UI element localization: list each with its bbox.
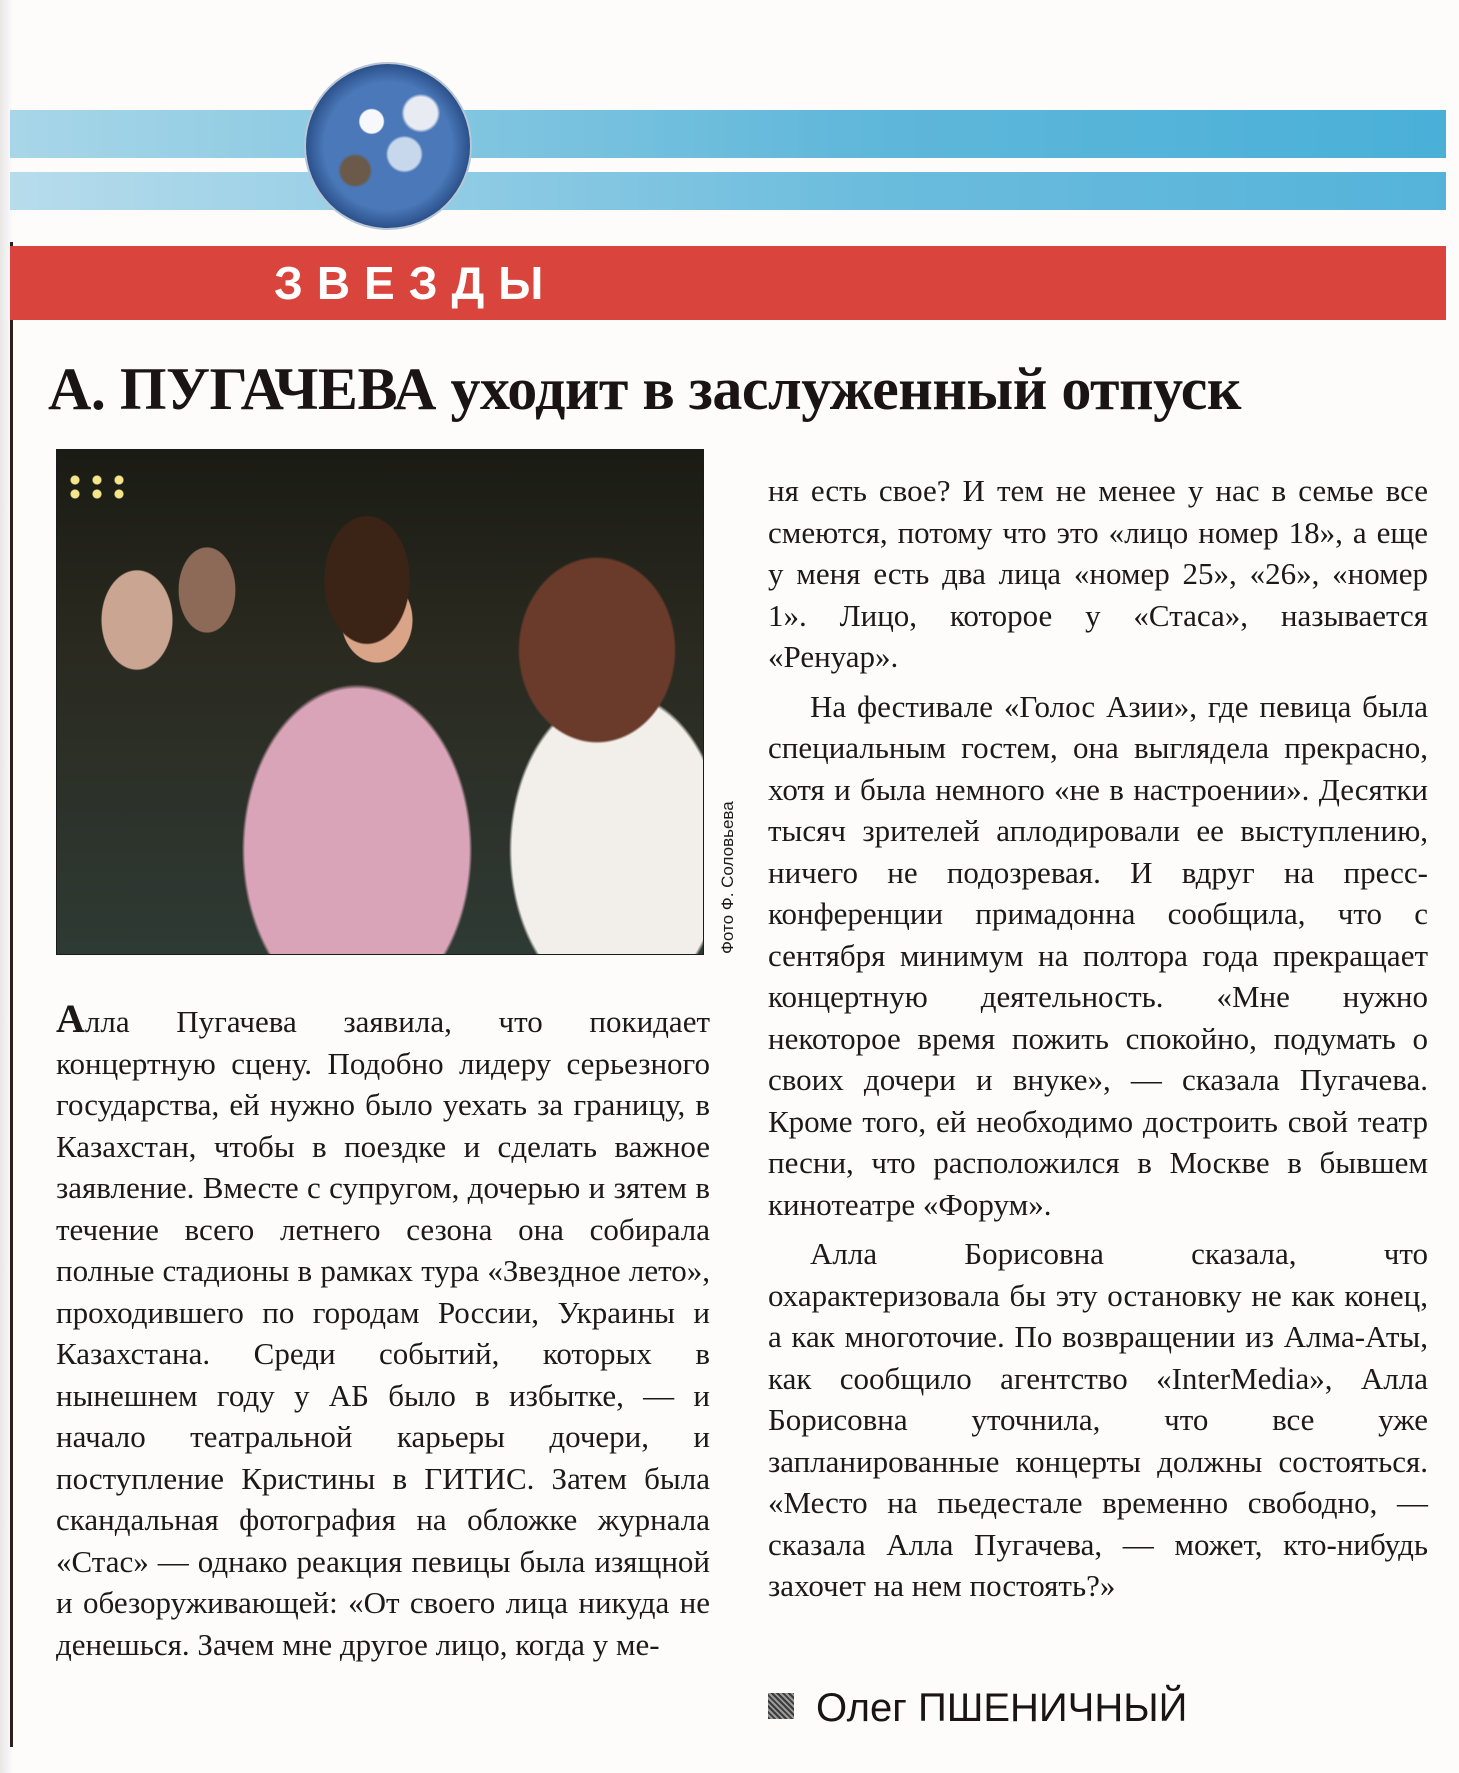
- paragraph-text: лла Пугачева заявила, что покидает концертную сцену. Подобно лидеру серьезного государства, ей нужно было уехать за границу, в Казахстан, чтобы в поездке и сделать важное заявление. Вместе с супругом, дочерью и зятем в течение всего летнего сезона она собирала полные стадионы в рамках тура «Звездное лето», проходившего по городам России, Украины и Казахстана. Среди событий, которых в нынешнем году у АБ было в избытке, — и начало театральной карьеры дочери, и поступление Кристины в ГИТИС. Затем была скандальная фотография на обложке журнала «Стас» — однако реакция певицы была изящной и обезоруживающей: «От своего лица никуда не денешься. Зачем мне другое лицо, когда у ме-: [56, 1004, 710, 1662]
- article-paragraph: [56, 998, 710, 1665]
- article-photo: [56, 449, 704, 955]
- article-paragraph: Алла Борисовна сказала, что охарактеризовала бы эту остановку не как конец, а как многоточие. По возвращении из Алма-Аты, как сообщило агентство «InterMedia», Алла Борисовна уточнила, что все уже запланированные концерты должны состояться. «Место на пьедестале временно свободно, — сказала Алла Пугачева, — может, кто-нибудь захочет на нем постоять?»: [768, 1236, 1428, 1603]
- rubric-title: ЗВЕЗДЫ: [274, 257, 558, 309]
- article-paragraph: ня есть свое? И тем не менее у нас в семье все смеются, потому что это «лицо номер 18», а еще у меня есть два лица «номер 25», «26», «номер 1». Лицо, которое у «Стаса», называется «Ренуар».: [768, 473, 1428, 674]
- article-column-right: [768, 470, 1428, 1607]
- article-paragraph: На фестивале «Голос Азии», где певица была специальным гостем, она выглядела прекрасно, хотя и была немного «не в настроении». Десятки тысяч зрителей аплодировали ее выступлению, ничего не подозревая. И вдруг на пресс-конференции примадонна сообщила, что с сентября минимум на полтора года прекращает концертную деятельность. «Мне нужно некоторое время пожить спокойно, подумать о своих дочери и внуке», — сказала Пугачева. Кроме того, ей необходимо достроить свой театр песни, что расположился в Москве в бывшем кинотеатре «Форум».: [768, 688, 1428, 1222]
- article-column-left: [56, 998, 710, 1665]
- drop-cap: А: [56, 996, 85, 1041]
- header-blue-band-top: [10, 110, 1446, 158]
- author-name: Олег ПШЕНИЧНЫЙ: [816, 1686, 1188, 1730]
- photo-credit: Фото Ф. Соловьева: [718, 801, 737, 954]
- header-blue-band-bottom: [10, 172, 1446, 210]
- globe-icon: [306, 64, 470, 228]
- author-byline: [768, 1686, 1187, 1731]
- byline-square-icon: [768, 1693, 794, 1719]
- rubric-band: [10, 246, 1446, 320]
- article-headline: А. ПУГАЧЕВА уходит в заслуженный отпуск: [48, 356, 1241, 422]
- stage-lights: [67, 470, 147, 500]
